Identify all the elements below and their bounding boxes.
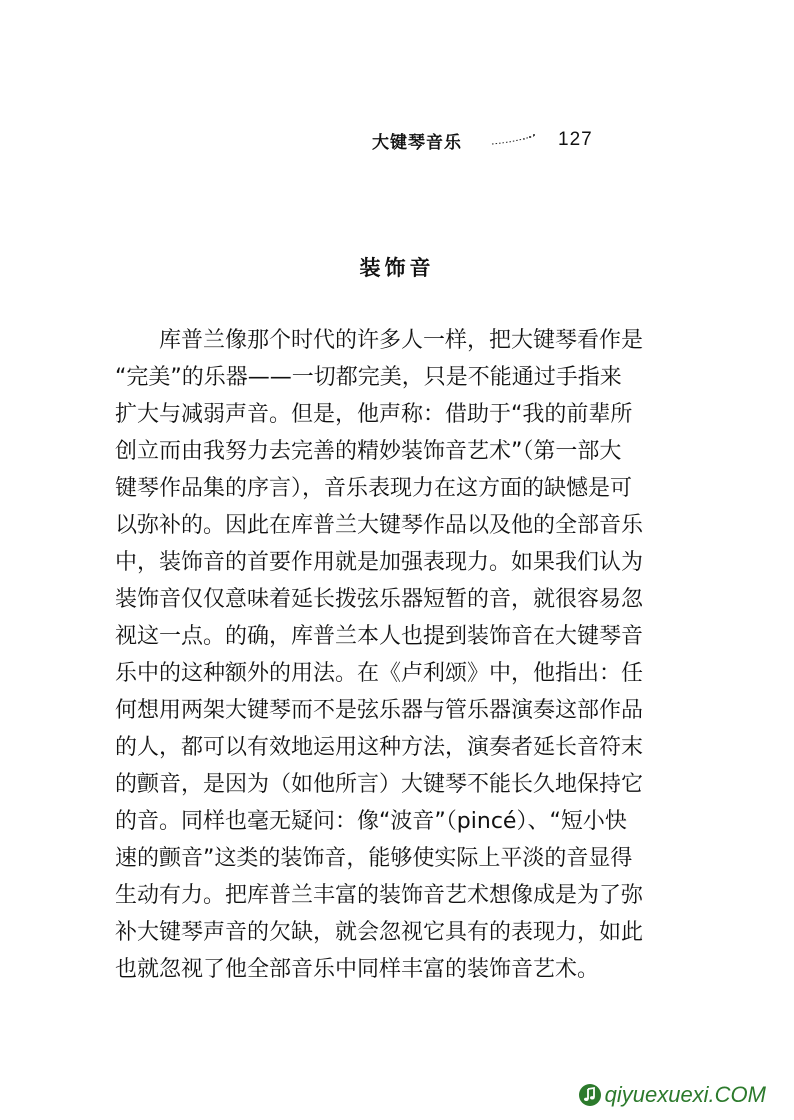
text-line: 中，装饰音的首要作用就是加强表现力。如果我们认为: [115, 550, 644, 575]
text-line: 生动有力。把库普兰丰富的装饰音艺术想像成是为了弥: [115, 883, 644, 908]
text-line: 乐中的这种额外的用法。在《卢利颂》中，他指出：任: [115, 661, 644, 686]
running-header: [372, 124, 593, 156]
watermark-text: qiyuexuexi.COM: [604, 1082, 766, 1107]
page-number: 127: [558, 129, 593, 150]
text-line: 何想用两架大键琴而不是弦乐器与管乐器演奏这部作品: [115, 698, 644, 723]
text-line: 装饰音仅仅意味着延长拨弦乐器短暂的音，就很容易忽: [115, 587, 644, 612]
text-line: 的人，都可以有效地运用这种方法，演奏者延长音符末: [115, 735, 644, 760]
body-paragraph: [115, 322, 683, 988]
music-note-icon: [578, 1083, 602, 1107]
text-line: 的颤音，是因为（如他所言）大键琴不能长久地保持它: [115, 772, 644, 797]
running-header-title: 大键琴音乐: [372, 132, 462, 153]
text-line: 库普兰像那个时代的许多人一样，把大键琴看作是: [115, 328, 644, 353]
text-line: 键琴作品集的序言），音乐表现力在这方面的缺憾是可: [115, 476, 633, 501]
ornament-icon: [490, 133, 538, 147]
text-line: 视这一点。的确，库普兰本人也提到装饰音在大键琴音: [115, 624, 644, 649]
section-title: 装饰音: [359, 255, 435, 280]
text-line: 补大键琴声音的欠缺，就会忽视它具有的表现力，如此: [115, 920, 644, 945]
watermark: [578, 1080, 766, 1110]
text-line: 的音。同样也毫无疑问：像“波音”（pincé）、“短小快: [115, 809, 627, 834]
text-line: “完美”的乐器——一切都完美，只是不能通过手指来: [115, 365, 622, 390]
text-line: 也就忽视了他全部音乐中同样丰富的装饰音艺术。: [115, 957, 600, 982]
text-line: 速的颤音”这类的装饰音，能够使实际上平淡的音显得: [115, 846, 633, 871]
text-line: 扩大与减弱声音。但是，他声称：借助于“我的前辈所: [115, 402, 633, 427]
text-line: 创立而由我努力去完善的精妙装饰音艺术”（第一部大: [115, 439, 622, 464]
text-line: 以弥补的。因此在库普兰大键琴作品以及他的全部音乐: [115, 513, 644, 538]
